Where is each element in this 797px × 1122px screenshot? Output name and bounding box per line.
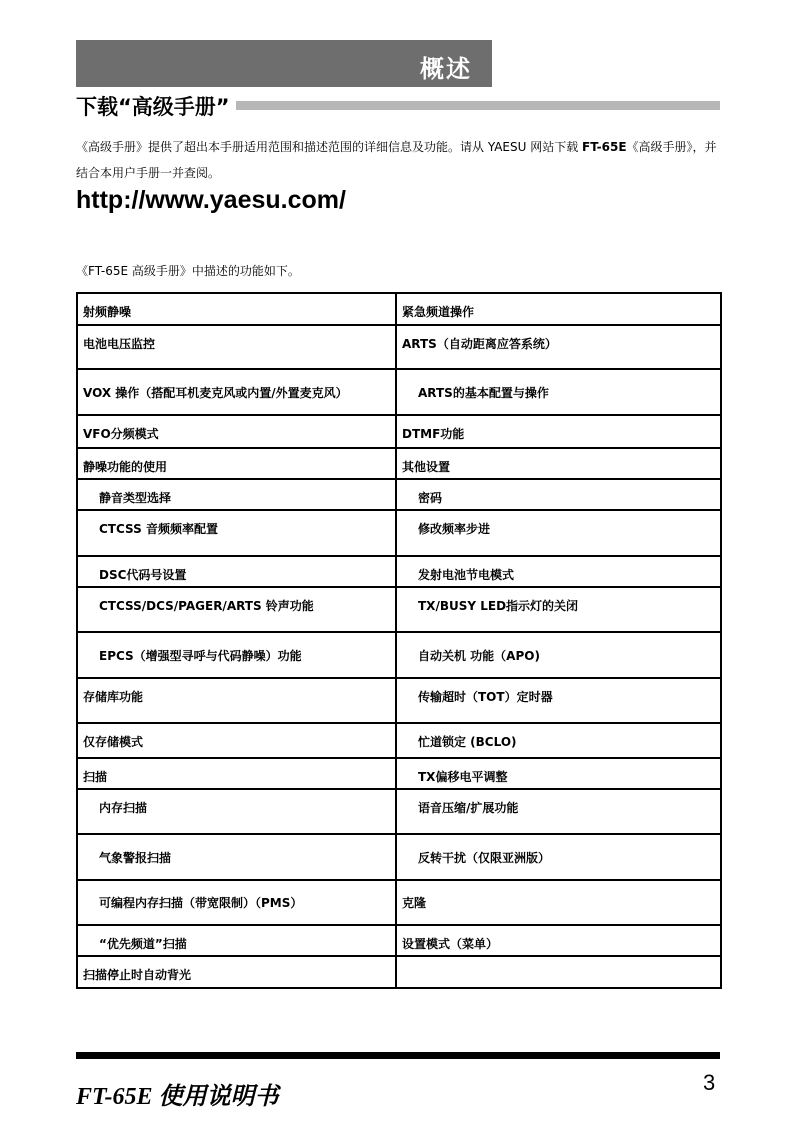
header-title: 概述 (420, 55, 472, 83)
table-cell-right: DTMF功能 (396, 415, 721, 448)
intro-model: FT-65E (582, 140, 627, 154)
table-cell-left: 扫描停止时自动背光 (77, 956, 396, 988)
table-row (77, 479, 721, 510)
table-cell-right: 忙道锁定 (BCLO) (396, 723, 721, 758)
table-row (77, 415, 721, 448)
table-row (77, 758, 721, 789)
table-row (77, 925, 721, 956)
table-cell-left: CTCSS/DCS/PAGER/ARTS 铃声功能 (77, 587, 396, 632)
table-cell-left: VOX 操作（搭配耳机麦克风或内置/外置麦克风） (77, 369, 396, 415)
table-row (77, 789, 721, 834)
table-cell-left: 内存扫描 (77, 789, 396, 834)
footer-title: FT-65E 使用说明书 (76, 1084, 279, 1110)
table-cell-left: 扫描 (77, 758, 396, 789)
table-cell-right: 自动关机 功能（APO) (396, 632, 721, 678)
intro-paragraph (76, 134, 724, 186)
table-cell-right: TX/BUSY LED指示灯的关闭 (396, 587, 721, 632)
table-cell-right: ARTS（自动距离应答系统） (396, 325, 721, 369)
table-cell-right: 语音压缩/扩展功能 (396, 789, 721, 834)
intro-text-1: 《高级手册》提供了超出本手册适用范围和描述范围的详细信息及功能。请从 YAESU 网站下载 (76, 140, 583, 154)
table-row (77, 510, 721, 556)
table-cell-right: 修改频率步进 (396, 510, 721, 556)
table-row (77, 369, 721, 415)
website-url[interactable]: http://www.yaesu.com/ (76, 186, 346, 214)
table-cell-right: 密码 (396, 479, 721, 510)
table-cell-right: ARTS的基本配置与操作 (396, 369, 721, 415)
table-cell-right (396, 956, 721, 988)
table-row (77, 293, 721, 325)
table-cell-right: 克隆 (396, 880, 721, 925)
table-cell-left: 射频静噪 (77, 293, 396, 325)
section-title: 下载“高级手册” (76, 93, 236, 121)
table-row (77, 834, 721, 880)
table-cell-left: 静噪功能的使用 (77, 448, 396, 479)
feature-table (76, 292, 722, 989)
table-row (77, 448, 721, 479)
table-cell-right: 传输超时（TOT）定时器 (396, 678, 721, 723)
table-row (77, 723, 721, 758)
table-cell-left: EPCS（增强型寻呼与代码静噪）功能 (77, 632, 396, 678)
table-row (77, 325, 721, 369)
table-caption: 《FT-65E 高级手册》中描述的功能如下。 (76, 264, 300, 278)
table-cell-left: “优先频道”扫描 (77, 925, 396, 956)
table-row (77, 678, 721, 723)
table-cell-right: 紧急频道操作 (396, 293, 721, 325)
table-cell-left: 静音类型选择 (77, 479, 396, 510)
table-cell-left: 可编程内存扫描（带宽限制）（PMS） (77, 880, 396, 925)
table-cell-right: 设置模式（菜单） (396, 925, 721, 956)
table-row (77, 880, 721, 925)
table-cell-left: VFO分频模式 (77, 415, 396, 448)
table-cell-left: DSC代码号设置 (77, 556, 396, 587)
page-number: 3 (703, 1070, 716, 1095)
intro-text-2: 《高级手册》，并结合本用户手册一并查阅。 (76, 140, 717, 180)
table-row (77, 632, 721, 678)
table-row (77, 587, 721, 632)
table-cell-left: 电池电压监控 (77, 325, 396, 369)
table-row (77, 956, 721, 988)
table-cell-right: 反转干扰（仅限亚洲版） (396, 834, 721, 880)
footer-rule (76, 1052, 720, 1059)
table-cell-left: CTCSS 音频频率配置 (77, 510, 396, 556)
table-cell-right: 其他设置 (396, 448, 721, 479)
table-row (77, 556, 721, 587)
table-cell-left: 存储库功能 (77, 678, 396, 723)
header-bar (76, 40, 492, 87)
table-cell-right: 发射电池节电模式 (396, 556, 721, 587)
table-cell-right: TX偏移电平调整 (396, 758, 721, 789)
table-cell-left: 仅存储模式 (77, 723, 396, 758)
table-cell-left: 气象警报扫描 (77, 834, 396, 880)
